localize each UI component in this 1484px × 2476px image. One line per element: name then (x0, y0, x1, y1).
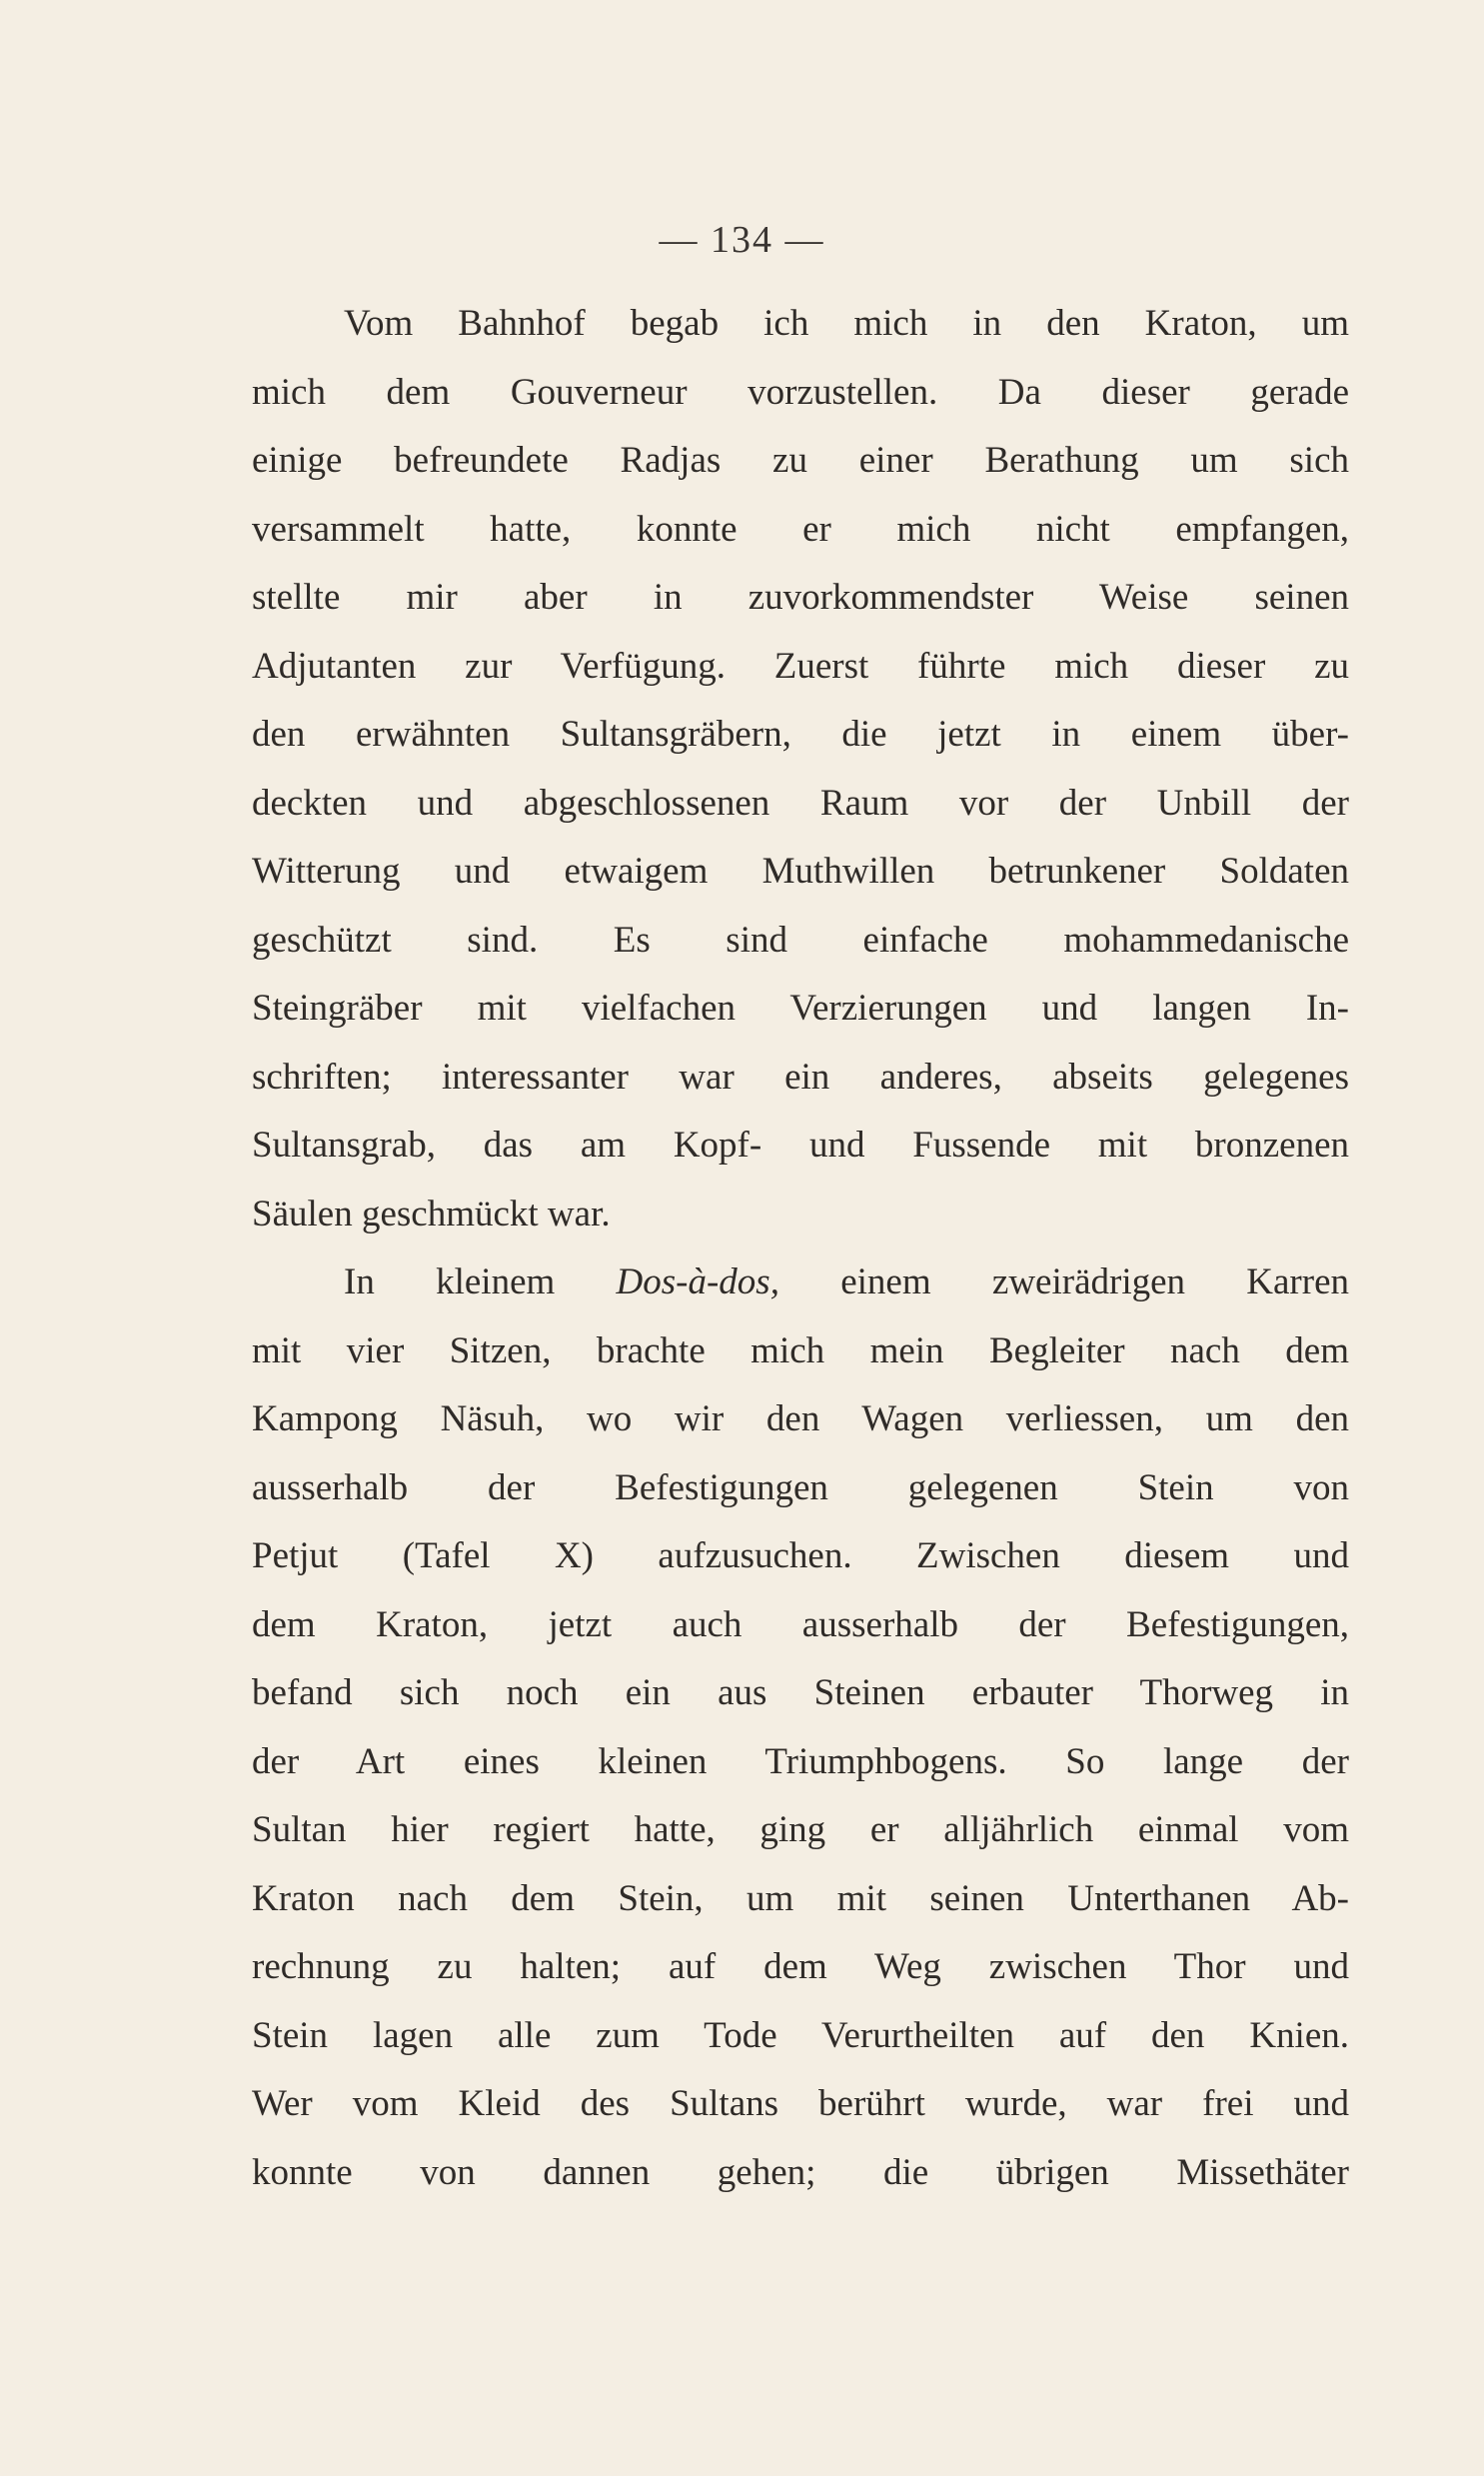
text-line: Wer vom Kleid des Sultans berührt wurde, war frei und (252, 2083, 1349, 2124)
text-line: konnte von dannen gehen; die übrigen Missethäter (252, 2151, 1349, 2193)
text-line: versammelt hatte, konnte er mich nicht empfangen, (252, 508, 1349, 550)
text-line: Sultan hier regiert hatte, ging er alljährlich einmal vom (252, 1809, 1349, 1850)
text-line: Säulen geschmückt war. (252, 1193, 611, 1235)
text-line: Petjut (Tafel X) aufzusuchen. Zwischen diesem und (252, 1535, 1349, 1576)
text-run: einem zweirädrigen Karren (778, 1261, 1349, 1302)
text-line: einige befreundete Radjas zu einer Berathung um sich (252, 440, 1349, 481)
page-number: — 134 — (659, 219, 825, 261)
text-line: Stein lagen alle zum Tode Verurtheilten auf den Knien. (252, 2014, 1349, 2056)
text-line: der Art eines kleinen Triumphbogens. So lange der (252, 1740, 1349, 1782)
text-line-with-italic (252, 1248, 1349, 1317)
text-line: stellte mir aber in zuvorkommendster Weise seinen (252, 577, 1349, 618)
text-line: Vom Bahnhof begab ich mich in den Kraton, um (344, 303, 1349, 344)
italic-term: Dos-à-dos, (616, 1261, 779, 1302)
text-line: Sultansgrab, das am Kopf- und Fussende mit bronzenen (252, 1125, 1349, 1166)
text-line: geschützt sind. Es sind einfache mohammedanische (252, 919, 1349, 961)
text-line: mit vier Sitzen, brachte mich mein Begleiter nach dem (252, 1329, 1349, 1371)
text-line: ausserhalb der Befestigungen gelegenen Stein von (252, 1466, 1349, 1508)
text-line: rechnung zu halten; auf dem Weg zwischen Thor und (252, 1946, 1349, 1987)
body-text (252, 290, 1349, 2207)
text-line: Kampong Näsuh, wo wir den Wagen verliessen, um den (252, 1398, 1349, 1439)
text-line: deckten und abgeschlossenen Raum vor der Unbill der (252, 782, 1349, 824)
text-line: Steingräber mit vielfachen Verzierungen und langen In- (252, 988, 1349, 1029)
text-line: Witterung und etwaigem Muthwillen betrunkener Soldaten (252, 851, 1349, 892)
text-run: In kleinem (344, 1261, 617, 1302)
text-line: befand sich noch ein aus Steinen erbauter Thorweg in (252, 1672, 1349, 1713)
text-line: Adjutanten zur Verfügung. Zuerst führte mich dieser zu (252, 645, 1349, 687)
text-line: schriften; interessanter war ein anderes, abseits gelegenes (252, 1056, 1349, 1098)
text-line: den erwähnten Sultansgräbern, die jetzt in einem über- (252, 714, 1349, 755)
text-line: Kraton nach dem Stein, um mit seinen Unterthanen Ab- (252, 1877, 1349, 1919)
text-line: mich dem Gouverneur vorzustellen. Da dieser gerade (252, 371, 1349, 413)
text-line: dem Kraton, jetzt auch ausserhalb der Befestigungen, (252, 1603, 1349, 1645)
